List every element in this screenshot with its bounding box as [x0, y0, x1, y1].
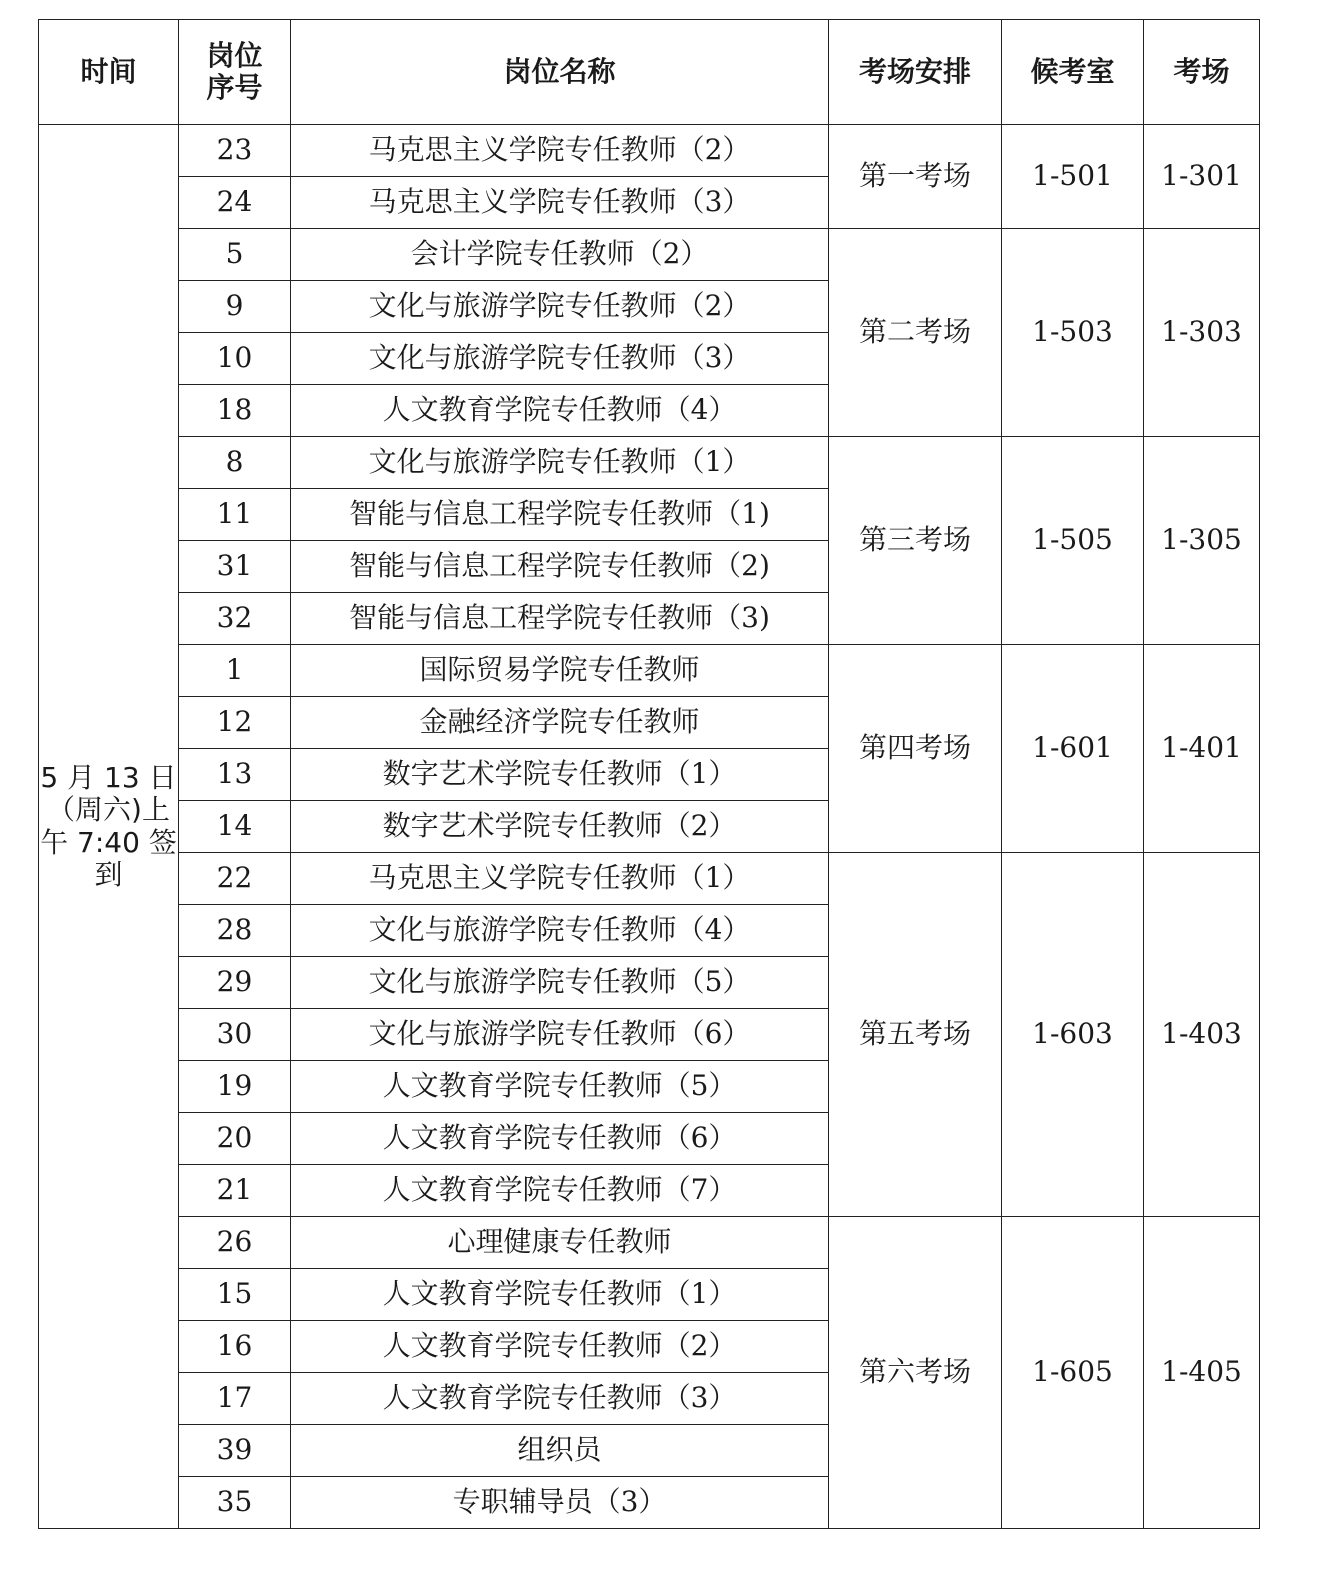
position-seq-cell: 22 [179, 853, 291, 905]
position-name-cell: 智能与信息工程学院专任教师（2) [291, 541, 829, 593]
header-arrangement: 考场安排 [829, 20, 1002, 125]
exam-arrangement-cell: 第三考场 [829, 437, 1002, 645]
exam-room-cell: 1-403 [1144, 853, 1260, 1217]
position-seq-cell: 10 [179, 333, 291, 385]
header-seq-line1: 岗位 [206, 38, 263, 72]
table-row [39, 229, 1260, 281]
position-name-cell: 智能与信息工程学院专任教师（1) [291, 489, 829, 541]
exam-room-cell: 1-405 [1144, 1217, 1260, 1529]
position-seq-cell: 15 [179, 1269, 291, 1321]
position-name-cell: 文化与旅游学院专任教师（4） [291, 905, 829, 957]
table-row [39, 437, 1260, 489]
header-position-name: 岗位名称 [291, 20, 829, 125]
header-seq [179, 20, 291, 125]
position-seq-cell: 24 [179, 177, 291, 229]
position-name-cell: 国际贸易学院专任教师 [291, 645, 829, 697]
position-name-cell: 人文教育学院专任教师（4） [291, 385, 829, 437]
waiting-room-cell: 1-601 [1002, 645, 1144, 853]
waiting-room-cell: 1-501 [1002, 125, 1144, 229]
exam-arrangement-cell: 第一考场 [829, 125, 1002, 229]
position-seq-cell: 12 [179, 697, 291, 749]
position-name-cell: 数字艺术学院专任教师（2） [291, 801, 829, 853]
waiting-room-cell: 1-505 [1002, 437, 1144, 645]
position-name-cell: 人文教育学院专任教师（3） [291, 1373, 829, 1425]
exam-room-cell: 1-401 [1144, 645, 1260, 853]
table-row [39, 853, 1260, 905]
position-name-cell: 智能与信息工程学院专任教师（3) [291, 593, 829, 645]
exam-arrangement-cell: 第四考场 [829, 645, 1002, 853]
table-row [39, 1217, 1260, 1269]
header-row [39, 20, 1260, 125]
position-seq-cell: 29 [179, 957, 291, 1009]
position-name-cell: 马克思主义学院专任教师（3） [291, 177, 829, 229]
exam-arrangement-cell: 第五考场 [829, 853, 1002, 1217]
position-name-cell: 文化与旅游学院专任教师（2） [291, 281, 829, 333]
position-seq-cell: 16 [179, 1321, 291, 1373]
table-row [39, 645, 1260, 697]
header-waiting-room: 候考室 [1002, 20, 1144, 125]
position-name-cell: 文化与旅游学院专任教师（5） [291, 957, 829, 1009]
position-name-cell: 人文教育学院专任教师（6） [291, 1113, 829, 1165]
header-exam-room: 考场 [1144, 20, 1260, 125]
position-name-cell: 人文教育学院专任教师（1） [291, 1269, 829, 1321]
position-name-cell: 人文教育学院专任教师（2） [291, 1321, 829, 1373]
position-seq-cell: 30 [179, 1009, 291, 1061]
position-name-cell: 专职辅导员（3） [291, 1477, 829, 1529]
position-seq-cell: 26 [179, 1217, 291, 1269]
exam-arrangement-cell: 第六考场 [829, 1217, 1002, 1529]
header-time: 时间 [39, 20, 179, 125]
position-seq-cell: 14 [179, 801, 291, 853]
header-seq-line2: 序号 [206, 71, 263, 104]
position-seq-cell: 1 [179, 645, 291, 697]
position-name-cell: 金融经济学院专任教师 [291, 697, 829, 749]
position-name-cell: 马克思主义学院专任教师（2） [291, 125, 829, 177]
position-seq-cell: 19 [179, 1061, 291, 1113]
position-name-cell: 心理健康专任教师 [291, 1217, 829, 1269]
position-seq-cell: 28 [179, 905, 291, 957]
position-name-cell: 组织员 [291, 1425, 829, 1477]
position-name-cell: 会计学院专任教师（2） [291, 229, 829, 281]
waiting-room-cell: 1-603 [1002, 853, 1144, 1217]
position-seq-cell: 35 [179, 1477, 291, 1529]
position-seq-cell: 23 [179, 125, 291, 177]
position-seq-cell: 17 [179, 1373, 291, 1425]
position-seq-cell: 11 [179, 489, 291, 541]
position-name-cell: 文化与旅游学院专任教师（1） [291, 437, 829, 489]
position-seq-cell: 13 [179, 749, 291, 801]
exam-schedule-table [38, 19, 1260, 1529]
position-name-cell: 人文教育学院专任教师（5） [291, 1061, 829, 1113]
position-name-cell: 文化与旅游学院专任教师（6） [291, 1009, 829, 1061]
position-seq-cell: 21 [179, 1165, 291, 1217]
time-cell: 5 月 13 日（周六)上午 7:40 签到 [39, 125, 179, 1529]
exam-room-cell: 1-303 [1144, 229, 1260, 437]
position-name-cell: 数字艺术学院专任教师（1） [291, 749, 829, 801]
position-seq-cell: 32 [179, 593, 291, 645]
table-row [39, 125, 1260, 177]
waiting-room-cell: 1-605 [1002, 1217, 1144, 1529]
waiting-room-cell: 1-503 [1002, 229, 1144, 437]
exam-room-cell: 1-301 [1144, 125, 1260, 229]
position-name-cell: 人文教育学院专任教师（7） [291, 1165, 829, 1217]
position-seq-cell: 5 [179, 229, 291, 281]
position-name-cell: 文化与旅游学院专任教师（3） [291, 333, 829, 385]
position-seq-cell: 8 [179, 437, 291, 489]
position-seq-cell: 31 [179, 541, 291, 593]
position-seq-cell: 18 [179, 385, 291, 437]
exam-arrangement-cell: 第二考场 [829, 229, 1002, 437]
position-name-cell: 马克思主义学院专任教师（1） [291, 853, 829, 905]
position-seq-cell: 20 [179, 1113, 291, 1165]
position-seq-cell: 39 [179, 1425, 291, 1477]
exam-room-cell: 1-305 [1144, 437, 1260, 645]
schedule-body [39, 125, 1260, 1529]
position-seq-cell: 9 [179, 281, 291, 333]
